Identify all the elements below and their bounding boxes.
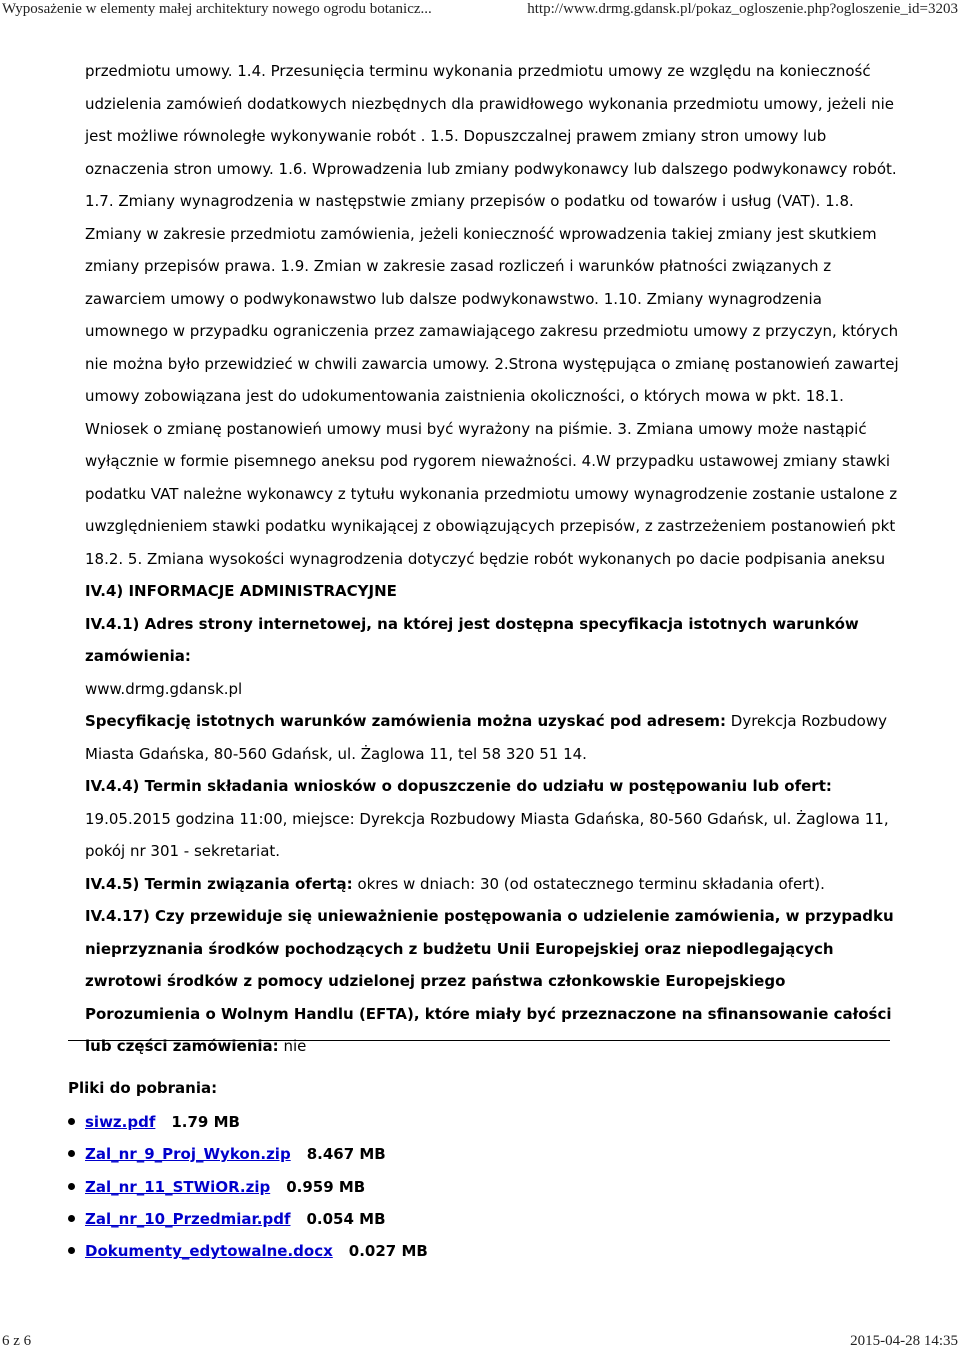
- download-item: [68, 1240, 428, 1272]
- download-item: [68, 1208, 428, 1240]
- submission-deadline-value: 19.05.2015 godzina 11:00, miejsce: Dyrekcja Rozbudowy Miasta Gdańska, 80-560 Gdańsk, ul. Żaglowa 11, pokój nr 301 - sekretariat.: [85, 809, 889, 860]
- page-url: http://www.drmg.gdansk.pl/pokaz_ogloszenie.php?ogloszenie_id=3203: [527, 1, 958, 17]
- submission-deadline-item: [85, 770, 900, 868]
- print-header: [0, 0, 960, 24]
- file-size: 8.467 MB: [306, 1145, 386, 1164]
- downloads-list: [68, 1111, 428, 1272]
- download-item: [68, 1176, 428, 1208]
- downloads-section: [68, 1077, 428, 1272]
- download-link-przedmiar[interactable]: Zal_nr_10_Przedmiar.pdf: [85, 1209, 291, 1228]
- eu-funds-cancellation-value: nie: [283, 1037, 307, 1055]
- file-size: 0.027 MB: [348, 1242, 428, 1261]
- spec-website-item: [85, 608, 900, 706]
- spec-website-value: www.drmg.gdansk.pl: [85, 679, 243, 698]
- file-size: 1.79 MB: [171, 1113, 240, 1131]
- section-divider: [68, 1040, 890, 1041]
- page-number: 6 z 6: [2, 1333, 32, 1349]
- print-footer: [0, 1333, 960, 1353]
- download-link-proj-wykon[interactable]: Zal_nr_9_Proj_Wykon.zip: [85, 1145, 291, 1164]
- spec-website-label: IV.4.1) Adres strony internetowej, na której jest dostępna specyfikacja istotnych warunków zamówienia:: [85, 614, 859, 665]
- bullet-icon: [68, 1183, 75, 1190]
- spec-address-value: Dyrekcja Rozbudowy Miasta Gdańska, 80-560 Gdańsk, ul. Żaglowa 11, tel 58 320 51 14.: [85, 712, 888, 763]
- file-size: 0.054 MB: [306, 1209, 386, 1228]
- bullet-icon: [68, 1247, 75, 1254]
- bullet-icon: [68, 1150, 75, 1157]
- spec-address-label: Specyfikację istotnych warunków zamówienia można uzyskać pod adresem:: [85, 712, 726, 730]
- submission-deadline-label: IV.4.4) Termin składania wniosków o dopuszczenie do udziału w postępowaniu lub ofert:: [85, 777, 832, 795]
- download-item: [68, 1143, 428, 1175]
- announcement-body: [85, 55, 900, 1063]
- bullet-icon: [68, 1118, 75, 1125]
- amendment-conditions-paragraph: przedmiotu umowy. 1.4. Przesunięcia terminu wykonania przedmiotu umowy ze względu na konieczność udzielenia zamówień dodatkowych niezbędnych dla prawidłowego wykonania przedmiotu umowy, jeżeli nie jest możliwe równoległe wykonywanie robót . 1.5. Dopuszczalnej prawem zmiany stron umowy lub oznaczenia stron umowy. 1.6. Wprowadzenia lub zmiany podwykonawcy lub dalszego podwykonawcy robót. 1.7. Zmiany wynagrodzenia w następstwie zmiany przepisów o podatku od towarów i usług (VAT). 1.8. Zmiany w zakresie przedmiotu zamówienia, jeżeli konieczność wprowadzenia takiej zmiany jest skutkiem zmiany przepisów prawa. 1.9. Zmian w zakresie zasad rozliczeń i warunków płatności związanych z zawarciem umowy o podwykonawstwo lub dalsze podwykonawstwo. 1.10. Zmiany wynagrodzenia umownego w przypadku ograniczenia przez zamawiającego zakresu przedmiotu umowy z przyczyn, których nie można było przewidzieć w chwili zawarcia umowy. 2.Strona występująca o zmianę postanowień zawartej umowy zobowiązana jest do udokumentowania zaistnienia okoliczności, o których mowa w pkt. 18.1. Wniosek o zmianę postanowień umowy musi być wyrażony na piśmie. 3. Zmiana umowy może nastąpić wyłącznie w formie pisemnego aneksu pod rygorem nieważności. 4.W przypadku ustawowej zmiany stawki podatku VAT należne wykonawcy z tytułu wykonania przedmiotu umowy wynagrodzenie zostanie ustalone z uwzględnieniem stawki podatku wynikającej z obowiązujących przepisów, z zastrzeżeniem postanowień pkt 18.2. 5. Zmiana wysokości wynagrodzenia dotyczyć będzie robót wykonanych po dacie podpisania aneksu: [85, 62, 899, 568]
- download-item: [68, 1111, 428, 1143]
- file-size: 0.959 MB: [286, 1177, 366, 1196]
- download-link-siwz[interactable]: siwz.pdf: [85, 1113, 156, 1131]
- eu-funds-cancellation-label: IV.4.17) Czy przewiduje się unieważnienie postępowania o udzielenie zamówienia, w przypadku nieprzyznania środków pochodzących z budżetu Unii Europejskiej oraz niepodlegających zwrotowi środków z pomocy udzielonej przez państwa członkowskie Europejskiego Porozumienia o Wolnym Handlu (EFTA), które miały być przeznaczone na sfinansowanie całości lub części zamówienia:: [85, 907, 894, 1055]
- bullet-icon: [68, 1215, 75, 1222]
- eu-funds-cancellation-item: [85, 900, 900, 1063]
- print-datetime: 2015-04-28 14:35: [850, 1333, 958, 1349]
- section-heading-administrative: IV.4) INFORMACJE ADMINISTRACYJNE: [85, 582, 397, 600]
- document-title: Wyposażenie w elementy małej architektury nowego ogrodu botanicz...: [2, 1, 432, 17]
- offer-binding-value: okres w dniach: 30 (od ostatecznego terminu składania ofert).: [357, 874, 825, 893]
- downloads-title: Pliki do pobrania:: [68, 1079, 218, 1097]
- download-link-dokumenty[interactable]: Dokumenty_edytowalne.docx: [85, 1242, 333, 1261]
- offer-binding-label: IV.4.5) Termin związania ofertą:: [85, 874, 353, 893]
- spec-address-item: [85, 705, 900, 770]
- download-link-stwior[interactable]: Zal_nr_11_STWiOR.zip: [85, 1177, 271, 1196]
- offer-binding-item: [85, 868, 900, 901]
